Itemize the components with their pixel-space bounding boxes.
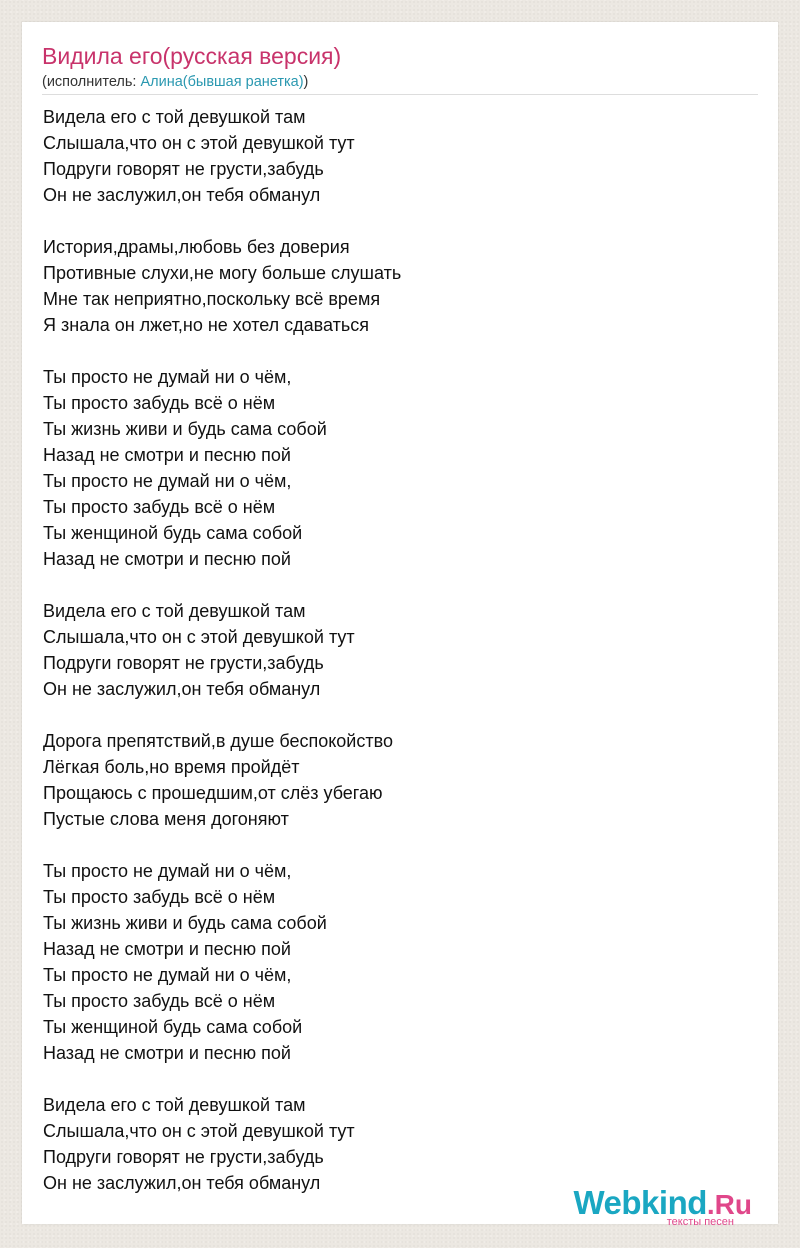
stanza-break	[43, 1066, 743, 1092]
title-divider	[42, 94, 758, 95]
lyric-line: Пустые слова меня догоняют	[43, 809, 289, 829]
stanza-break	[43, 338, 743, 364]
lyric-line: Противные слухи,не могу больше слушать	[43, 263, 402, 283]
performer-suffix: )	[303, 74, 309, 90]
lyric-line: Ты жизнь живи и будь сама собой	[43, 913, 327, 933]
lyric-line: Назад не смотри и песню пой	[43, 445, 291, 465]
site-logo[interactable]	[573, 1184, 752, 1228]
lyric-line: Ты просто забудь всё о нём	[43, 393, 276, 413]
stanza-break	[43, 832, 743, 858]
lyric-line: Подруги говорят не грусти,забудь	[43, 653, 324, 673]
stanza-break	[43, 572, 743, 598]
lyric-line: Ты просто забудь всё о нём	[43, 497, 276, 517]
song-title: Видила его(русская версия)	[42, 43, 342, 69]
logo-tld: .Ru	[706, 1189, 752, 1220]
lyric-line: Ты просто не думай ни о чём,	[43, 471, 292, 491]
lyric-line: Видела его с той девушкой там	[43, 1095, 306, 1115]
lyric-line: Мне так неприятно,поскольку всё время	[43, 289, 381, 309]
lyric-line: Ты жизнь живи и будь сама собой	[43, 419, 327, 439]
performer-prefix: (исполнитель:	[42, 74, 141, 90]
lyric-line: Назад не смотри и песню пой	[43, 1043, 291, 1063]
stanza-break	[43, 208, 743, 234]
stanza-break	[43, 702, 743, 728]
lyric-line: Назад не смотри и песню пой	[43, 939, 291, 959]
performer-line	[42, 73, 308, 91]
lyric-line: Ты просто забудь всё о нём	[43, 991, 276, 1011]
lyric-line: Слышала,что он с этой девушкой тут	[43, 627, 355, 647]
lyric-line: Прощаюсь с прошедшим,от слёз убегаю	[43, 783, 383, 803]
lyric-line: Он не заслужил,он тебя обманул	[43, 185, 321, 205]
lyric-line: Назад не смотри и песню пой	[43, 549, 291, 569]
lyric-line: Он не заслужил,он тебя обманул	[43, 679, 321, 699]
lyric-line: Подруги говорят не грусти,забудь	[43, 159, 324, 179]
logo-name: Webkind	[573, 1184, 707, 1221]
lyric-line: Слышала,что он с этой девушкой тут	[43, 1121, 355, 1141]
lyrics-text	[43, 104, 743, 1196]
lyric-line: Ты женщиной будь сама собой	[43, 1017, 303, 1037]
lyric-line: Дорога препятствий,в душе беспокойство	[43, 731, 393, 751]
lyric-line: Лёгкая боль,но время пройдёт	[43, 757, 300, 777]
artist-link[interactable]: Алина(бывшая ранетка)	[140, 74, 304, 90]
lyric-line: Ты просто не думай ни о чём,	[43, 861, 292, 881]
lyrics-card	[22, 22, 778, 1228]
lyric-line: Ты просто забудь всё о нём	[43, 887, 276, 907]
lyric-line: История,драмы,любовь без доверия	[43, 237, 350, 257]
lyric-line: Подруги говорят не грусти,забудь	[43, 1147, 324, 1167]
lyric-line: Ты просто не думай ни о чём,	[43, 367, 292, 387]
lyric-line: Ты женщиной будь сама собой	[43, 523, 303, 543]
lyric-line: Слышала,что он с этой девушкой тут	[43, 133, 355, 153]
logo-tagline: тексты песен	[666, 1216, 734, 1228]
lyric-line: Видела его с той девушкой там	[43, 601, 306, 621]
lyric-line: Я знала он лжет,но не хотел сдаваться	[43, 315, 370, 335]
lyric-line: Он не заслужил,он тебя обманул	[43, 1173, 321, 1193]
lyric-line: Видела его с той девушкой там	[43, 107, 306, 127]
lyric-line: Ты просто не думай ни о чём,	[43, 965, 292, 985]
